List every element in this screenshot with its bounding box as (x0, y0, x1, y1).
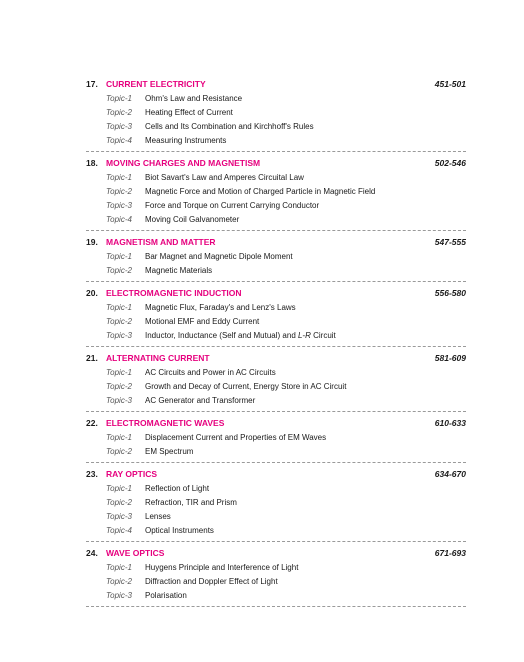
topic-row (86, 170, 466, 184)
chapter-entry (86, 282, 466, 347)
topic-label: Topic-2 (106, 186, 132, 196)
topic-title-text: Heating Effect of Current (145, 107, 233, 117)
topic-label: Topic-4 (106, 214, 132, 224)
topic-row (86, 198, 466, 212)
topic-label: Topic-2 (106, 381, 132, 391)
chapter-entry (86, 412, 466, 463)
topic-row (86, 105, 466, 119)
topic-title-text: Optical Instruments (145, 525, 214, 535)
topic-label: Topic-1 (106, 251, 132, 261)
chapter-title: MOVING CHARGES AND MAGNETISM (106, 157, 261, 168)
chapter-number: 19. (86, 236, 98, 247)
chapter-title: RAY OPTICS (106, 468, 158, 479)
topic-label: Topic-2 (106, 316, 132, 326)
topic-title (145, 173, 304, 182)
topic-title (145, 94, 242, 103)
topic-row (86, 393, 466, 407)
topic-title (145, 563, 298, 572)
topic-row (86, 574, 466, 588)
chapter-page-range: 451-501 (434, 78, 466, 89)
chapter-entry (86, 231, 466, 282)
chapter-heading (86, 466, 466, 481)
chapter-number: 17. (86, 78, 98, 89)
chapter-title: ELECTROMAGNETIC WAVES (106, 417, 225, 428)
chapter-entry (86, 542, 466, 607)
topic-title (145, 136, 226, 145)
topic-title (145, 215, 239, 224)
topic-row (86, 184, 466, 198)
chapter-page-range: 671-693 (434, 547, 466, 558)
chapter-number: 20. (86, 287, 98, 298)
topic-title (145, 266, 212, 275)
topic-title-text: EM Spectrum (145, 446, 194, 456)
topic-title-text: Biot Savart's Law and Amperes Circuital Law (145, 172, 304, 182)
chapter-page-range: 502-546 (434, 157, 466, 168)
topic-title-text: Bar Magnet and Magnetic Dipole Moment (145, 251, 293, 261)
topic-row (86, 379, 466, 393)
topic-title (145, 317, 259, 326)
topic-label: Topic-4 (106, 525, 132, 535)
chapter-page-range: 610-633 (434, 417, 466, 428)
topic-title-text: Polarisation (145, 590, 187, 600)
topic-label: Topic-4 (106, 135, 132, 145)
topic-label: Topic-3 (106, 330, 132, 340)
topic-title (145, 447, 193, 456)
topic-title (145, 526, 214, 535)
topic-title-text: Moving Coil Galvanometer (145, 214, 240, 224)
topic-row (86, 588, 466, 602)
topic-label: Topic-3 (106, 511, 132, 521)
topic-row (86, 365, 466, 379)
topic-title (145, 433, 326, 442)
chapter-page-range: 547-555 (434, 236, 466, 247)
topic-title (145, 591, 187, 600)
topic-title (145, 252, 293, 261)
topic-label: Topic-1 (106, 172, 132, 182)
chapter-page-range: 634-670 (434, 468, 466, 479)
topic-label: Topic-2 (106, 107, 132, 117)
chapter-number: 23. (86, 468, 98, 479)
topic-row (86, 314, 466, 328)
chapter-heading (86, 76, 466, 91)
topic-title (145, 382, 346, 391)
topic-title-text: Huygens Principle and Interference of Light (145, 562, 299, 572)
topic-title (145, 108, 233, 117)
chapter-entry (86, 347, 466, 412)
topic-label: Topic-1 (106, 367, 132, 377)
topic-title (145, 396, 255, 405)
topic-title-text: Motional EMF and Eddy Current (145, 316, 260, 326)
topic-title-suffix: Circuit (310, 330, 336, 340)
topic-label: Topic-2 (106, 446, 132, 456)
topic-title-text: AC Circuits and Power in AC Circuits (145, 367, 276, 377)
topic-title-text: AC Generator and Transformer (145, 395, 256, 405)
topic-title (145, 331, 336, 340)
chapter-number: 22. (86, 417, 98, 428)
topic-title-text: Cells and Its Combination and Kirchhoff's Rules (145, 121, 314, 131)
table-of-contents (86, 76, 466, 607)
topic-row (86, 212, 466, 226)
chapter-page-range: 556-580 (434, 287, 466, 298)
topic-label: Topic-2 (106, 265, 132, 275)
topic-title-text: Diffraction and Doppler Effect of Light (145, 576, 278, 586)
topic-label: Topic-3 (106, 121, 132, 131)
topic-row (86, 560, 466, 574)
topic-row (86, 249, 466, 263)
topic-title-text: Growth and Decay of Current, Energy Store in AC Circuit (145, 381, 347, 391)
chapter-heading (86, 350, 466, 365)
topic-row (86, 430, 466, 444)
chapter-entry (86, 463, 466, 542)
chapter-number: 18. (86, 157, 98, 168)
chapter-title: CURRENT ELECTRICITY (106, 78, 206, 89)
topic-title (145, 577, 278, 586)
topic-label: Topic-2 (106, 576, 132, 586)
topic-label: Topic-3 (106, 395, 132, 405)
topic-title-text: Magnetic Force and Motion of Charged Particle in Magnetic Field (145, 186, 376, 196)
topic-title-italic: L-R (297, 330, 311, 340)
topic-title-text: Magnetic Materials (145, 265, 213, 275)
topic-label: Topic-3 (106, 590, 132, 600)
topic-title (145, 498, 237, 507)
chapter-heading (86, 234, 466, 249)
topic-title (145, 201, 319, 210)
topic-title-text: Displacement Current and Properties of EM Waves (145, 432, 327, 442)
topic-label: Topic-1 (106, 432, 132, 442)
topic-label: Topic-2 (106, 497, 132, 507)
topic-title-text: Measuring Instruments (145, 135, 227, 145)
topic-title (145, 187, 375, 196)
topic-label: Topic-1 (106, 93, 132, 103)
topic-row (86, 495, 466, 509)
chapter-heading (86, 415, 466, 430)
topic-row (86, 444, 466, 458)
chapter-title: MAGNETISM AND MATTER (106, 236, 216, 247)
chapter-entry (86, 76, 466, 152)
topic-row (86, 91, 466, 105)
chapter-number: 24. (86, 547, 98, 558)
topic-title (145, 368, 276, 377)
topic-row (86, 263, 466, 277)
topic-row (86, 300, 466, 314)
chapter-title: ALTERNATING CURRENT (106, 352, 210, 363)
topic-label: Topic-1 (106, 302, 132, 312)
topic-row (86, 328, 466, 342)
topic-label: Topic-3 (106, 200, 132, 210)
topic-title-text: Inductor, Inductance (Self and Mutual) and (145, 330, 298, 340)
topic-title (145, 484, 209, 493)
topic-row (86, 119, 466, 133)
chapter-heading (86, 155, 466, 170)
topic-label: Topic-1 (106, 562, 132, 572)
topic-title-text: Magnetic Flux, Faraday's and Lenz's Laws (145, 302, 296, 312)
topic-title-text: Reflection of Light (145, 483, 210, 493)
topic-title-text: Force and Torque on Current Carrying Conductor (145, 200, 320, 210)
chapter-heading (86, 285, 466, 300)
topic-row (86, 523, 466, 537)
chapter-title: WAVE OPTICS (106, 547, 165, 558)
chapter-entry (86, 152, 466, 231)
topic-title (145, 303, 296, 312)
topic-row (86, 509, 466, 523)
chapter-page-range: 581-609 (434, 352, 466, 363)
topic-title (145, 122, 314, 131)
topic-row (86, 481, 466, 495)
topic-title (145, 512, 171, 521)
topic-title-text: Lenses (145, 511, 171, 521)
topic-title-text: Refraction, TIR and Prism (145, 497, 237, 507)
topic-title-text: Ohm's Law and Resistance (145, 93, 243, 103)
topic-label: Topic-1 (106, 483, 132, 493)
chapter-title: ELECTROMAGNETIC INDUCTION (106, 287, 242, 298)
topic-row (86, 133, 466, 147)
chapter-heading (86, 545, 466, 560)
chapter-number: 21. (86, 352, 98, 363)
